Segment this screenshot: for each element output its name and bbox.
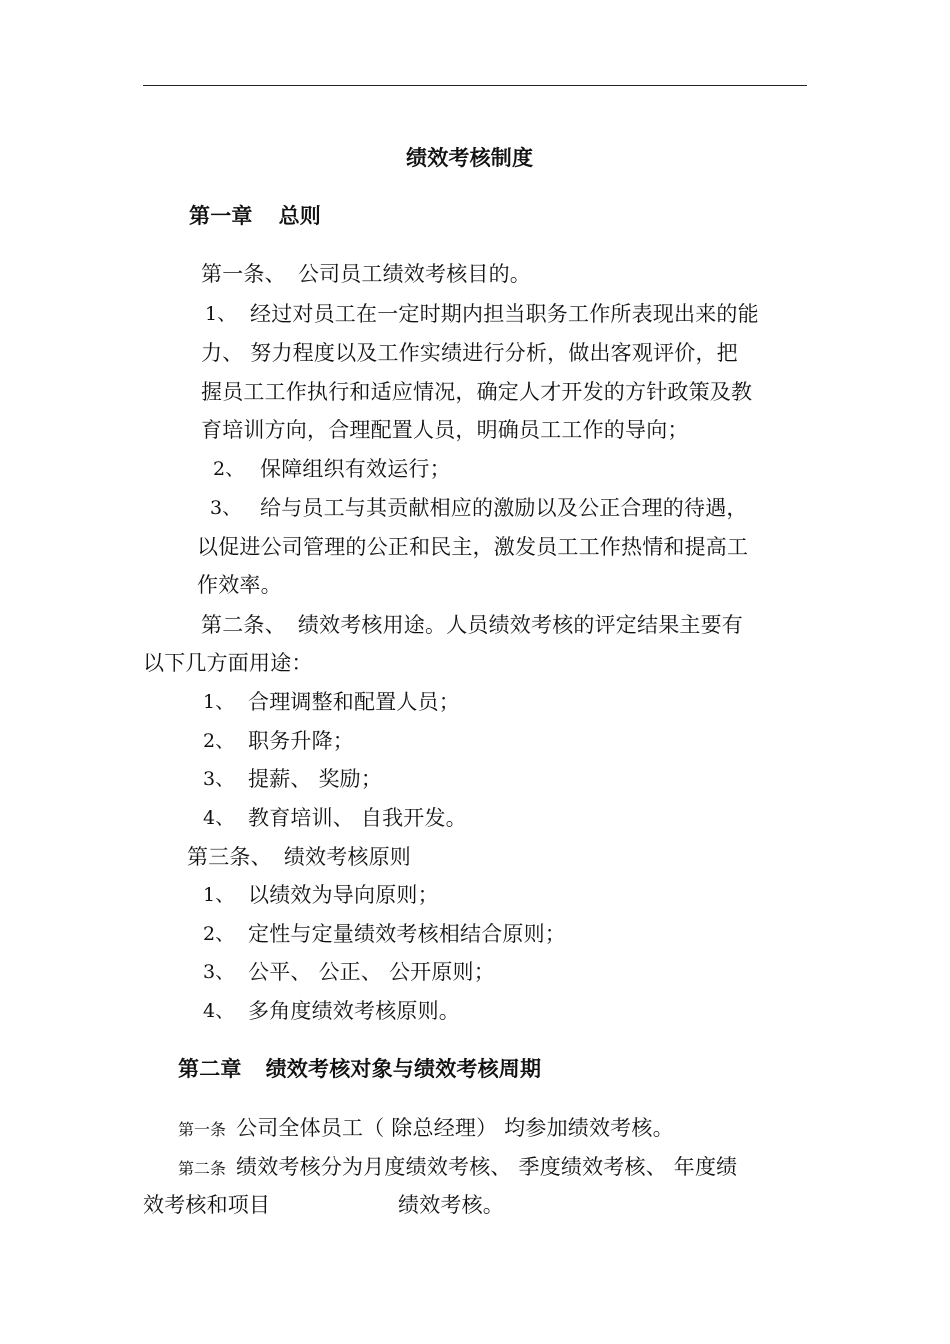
ch1-art1-item2-number: 2、 <box>213 458 245 480</box>
document-title: 绩效考核制度 <box>406 146 534 170</box>
ch1-art2-item3-text: 提薪、 奖励； <box>248 767 383 791</box>
chapter2-heading <box>178 1055 541 1083</box>
ch1-art1-item3-line3: 作效率。 <box>197 573 282 597</box>
ch2-art2-line2a: 效考核和项目 <box>143 1193 271 1217</box>
ch1-art1-item1-number: 1、 <box>205 303 237 325</box>
ch1-art3-item2-number: 2、 <box>203 923 235 945</box>
ch1-art1-item1-line4: 育培训方向，合理配置人员，明确员工工作的导向； <box>201 418 689 442</box>
ch1-art3-item1-text: 以绩效为导向原则； <box>248 883 439 907</box>
ch1-art1-item2-text: 保障组织有效运行； <box>260 457 451 481</box>
ch1-art3-item3-text: 公平、 公正、 公开原则； <box>248 960 495 984</box>
ch1-art2-item1-text: 合理调整和配置人员； <box>248 690 460 714</box>
ch1-art1-item1-line2: 力、 努力程度以及工作实绩进行分析，做出客观评价，把 <box>201 341 738 365</box>
ch1-art2-item2-text: 职务升降； <box>248 729 354 753</box>
ch1-art1-item3-number: 3、 <box>210 497 242 519</box>
ch1-article3 <box>187 843 411 871</box>
ch2-art2-label: 第二条 <box>178 1159 227 1178</box>
ch1-art2-line1: 绩效考核用途。人员绩效考核的评定结果主要有 <box>297 613 744 637</box>
chapter1-title: 总则 <box>278 204 322 228</box>
ch1-art3-item4-text: 多角度绩效考核原则。 <box>248 999 460 1023</box>
ch1-art2-item1-number: 1、 <box>203 691 235 713</box>
ch1-article2 <box>201 611 743 639</box>
chapter2-label: 第二章 <box>178 1057 242 1081</box>
ch1-art3-item1-number: 1、 <box>203 884 235 906</box>
ch1-art1-text: 公司员工绩效考核目的。 <box>297 262 532 286</box>
ch1-art1-item3-line1: 给与员工与其贡献相应的激励以及公正合理的待遇， <box>260 496 748 520</box>
ch1-art2-label: 第二条、 <box>201 613 286 637</box>
ch1-art3-label: 第三条、 <box>187 845 272 869</box>
ch1-article1 <box>201 260 531 288</box>
ch1-art1-item3-line2: 以促进公司管理的公正和民主，激发员工工作热情和提高工 <box>197 535 749 559</box>
ch1-art1-label: 第一条、 <box>201 262 286 286</box>
ch1-art3-text: 绩效考核原则 <box>283 845 412 869</box>
chapter2-title: 绩效考核对象与绩效考核周期 <box>265 1057 542 1081</box>
chapter1-label: 第一章 <box>189 204 253 228</box>
ch2-art2-line1: 绩效考核分为月度绩效考核、 季度绩效考核、 年度绩 <box>236 1155 738 1179</box>
ch1-art3-item3-number: 3、 <box>203 961 235 983</box>
ch2-article1 <box>178 1114 674 1144</box>
ch1-art2-item3-number: 3、 <box>203 768 235 790</box>
ch1-art3-item2-text: 定性与定量绩效考核相结合原则； <box>248 922 566 946</box>
ch2-article2 <box>178 1153 737 1183</box>
ch1-art2-item2-number: 2、 <box>203 730 235 752</box>
ch1-art1-item1-line1: 经过对员工在一定时期内担当职务工作所表现出来的能 <box>250 302 759 326</box>
ch1-art2-item4-number: 4、 <box>203 807 235 829</box>
ch2-art1-label: 第一条 <box>178 1120 227 1139</box>
ch1-art3-item4-number: 4、 <box>203 1000 235 1022</box>
ch2-art1-text: 公司全体员工（ 除总经理） 均参加绩效考核。 <box>236 1116 674 1140</box>
ch1-art2-line2: 以下几方面用途： <box>143 651 313 675</box>
header-rule <box>143 85 807 86</box>
chapter1-heading <box>189 202 321 230</box>
ch2-art2-line2b: 绩效考核。 <box>398 1193 504 1217</box>
ch1-art1-item1-line3: 握员工工作执行和适应情况，确定人才开发的方针政策及教 <box>201 380 753 404</box>
ch1-art2-item4-text: 教育培训、 自我开发。 <box>248 806 467 830</box>
